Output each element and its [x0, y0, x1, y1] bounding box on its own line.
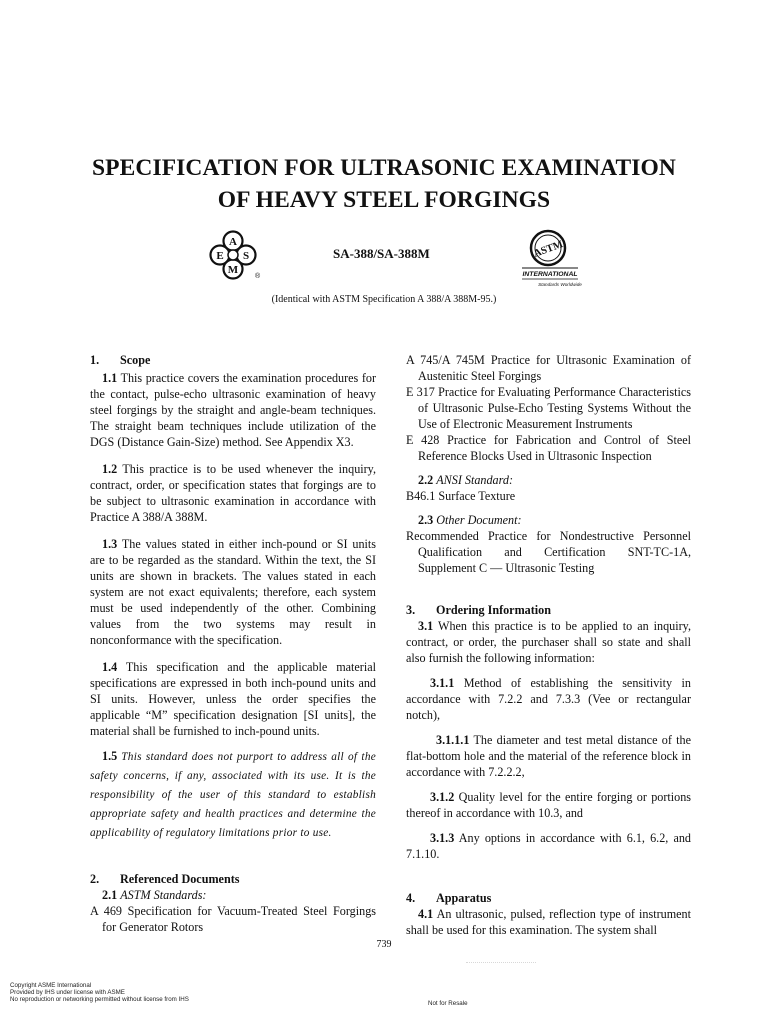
asme-letter-m: M [227, 264, 239, 276]
spec-number: SA-388/SA-388M [333, 246, 430, 261]
paragraph-3-1-1: 3.1.1 Method of establishing the sensitivity in accordance with 7.2.2 and 7.3.3 (Vee or rectangular notch), [406, 676, 691, 722]
paragraph-1-3: 1.3 The values stated in either inch-pound or SI units are to be regarded as the standard. Within the text, the SI units are shown in brackets. The values stated in each system are not exact equivalents; therefore, each system must be used independently of the other. Combining values from the two systems may result in nonconformance with the specification. [90, 537, 376, 647]
paragraph-2-3: 2.3 Other Document: [418, 513, 522, 527]
page-title [0, 152, 768, 216]
copyright-notice [10, 982, 189, 1003]
license-line: Provided by IHS under license with ASME [10, 989, 125, 996]
paragraph-3-1: 3.1 When this practice is to be applied to an inquiry, contract, or order, the purchaser shall so state and shall also furnish the following information: [406, 619, 691, 665]
divider [466, 962, 536, 963]
astm-letters: ASTM [532, 239, 565, 260]
not-for-resale: Not for Resale [428, 1000, 468, 1007]
title-line-2: OF HEAVY STEEL FORGINGS [217, 187, 551, 213]
reference-a745: A 745/A 745M Practice for Ultrasonic Examination of Austenitic Steel Forgings [406, 353, 691, 383]
asme-logo [205, 228, 267, 284]
paragraph-1-1: 1.1 This practice covers the examination procedures for the contact, pulse-echo ultrasonic examination of heavy steel forgings by the straight and angle-beam techniques. The straight beam techniques include utilization of the DGS (Distance Gain-Size) method. See Appendix X3. [90, 371, 376, 449]
asme-letter-a: A [229, 236, 237, 248]
identical-note: (Identical with ASTM Specification A 388/A 388M-95.) [271, 294, 497, 305]
paragraph-3-1-2: 3.1.2 Quality level for the entire forging or portions thereof in accordance with 10.3, and [406, 790, 691, 820]
asme-letter-s: S [242, 250, 250, 262]
reference-recommended-practice: Recommended Practice for Nondestructive Personnel Qualification and Certification SNT-TC-1A, Supplement C — Ultrasonic Testing [406, 529, 691, 575]
left-column [90, 352, 376, 935]
registered-mark: ® [255, 273, 261, 280]
reference-a469: A 469 Specification for Vacuum-Treated Steel Forgings for Generator Rotors [90, 904, 376, 934]
title-line-1: SPECIFICATION FOR ULTRASONIC EXAMINATION [92, 155, 676, 181]
reproduction-line: No reproduction or networking permitted without license from IHS [10, 996, 189, 1003]
astm-logo [520, 228, 586, 290]
paragraph-2-1: 2.1 ASTM Standards: [102, 888, 207, 902]
right-column [406, 352, 691, 938]
section-heading-referenced-documents: 2. Referenced Documents [90, 872, 240, 886]
section-heading-scope: 1. Scope [90, 353, 151, 367]
section-heading-apparatus: 4. Apparatus [406, 891, 492, 905]
paragraph-2-2: 2.2 ANSI Standard: [418, 473, 514, 487]
reference-e317: E 317 Practice for Evaluating Performance Characteristics of Ultrasonic Pulse-Echo Testing Systems Without the Use of Electronic Measurement Instruments [406, 385, 691, 431]
paragraph-3-1-1-1: 3.1.1.1 The diameter and test metal distance of the flat-bottom hole and the material of the reference block in accordance with 7.2.2.2, [406, 733, 691, 779]
astm-tagline: Standards Worldwide [538, 282, 582, 287]
copyright-line: Copyright ASME International [10, 982, 92, 989]
section-heading-ordering-information: 3. Ordering Information [406, 603, 551, 617]
paragraph-3-1-3: 3.1.3 Any options in accordance with 6.1, 6.2, and 7.1.10. [406, 831, 691, 861]
page-number: 739 [376, 939, 392, 950]
reference-e428: E 428 Practice for Fabrication and Control of Steel Reference Blocks Used in Ultrasonic Inspection [406, 433, 691, 463]
astm-international-label: INTERNATIONAL [522, 271, 578, 278]
paragraph-1-4: 1.4 This specification and the applicable material specifications are expressed in both inch-pound units and SI units. However, unless the order specifies the applicable “M” specification designation [SI units], the material shall be furnished to inch-pound units. [90, 660, 376, 738]
asme-letter-e: E [216, 250, 224, 262]
reference-b46: B46.1 Surface Texture [406, 489, 516, 503]
paragraph-1-5: 1.5 This standard does not purport to address all of the safety concerns, if any, associated with its use. It is the responsibility of the user of this standard to establish appropriate safety and health practices and determine the applicability of regulatory limitations prior to use. [90, 749, 376, 839]
paragraph-1-2: 1.2 This practice is to be used whenever the inquiry, contract, order, or specification states that forgings are to be subject to ultrasonic examination in accordance with Practice A 388/A 388M. [90, 462, 376, 524]
paragraph-4-1: 4.1 An ultrasonic, pulsed, reflection type of instrument shall be used for this examination. The system shall [406, 907, 691, 937]
